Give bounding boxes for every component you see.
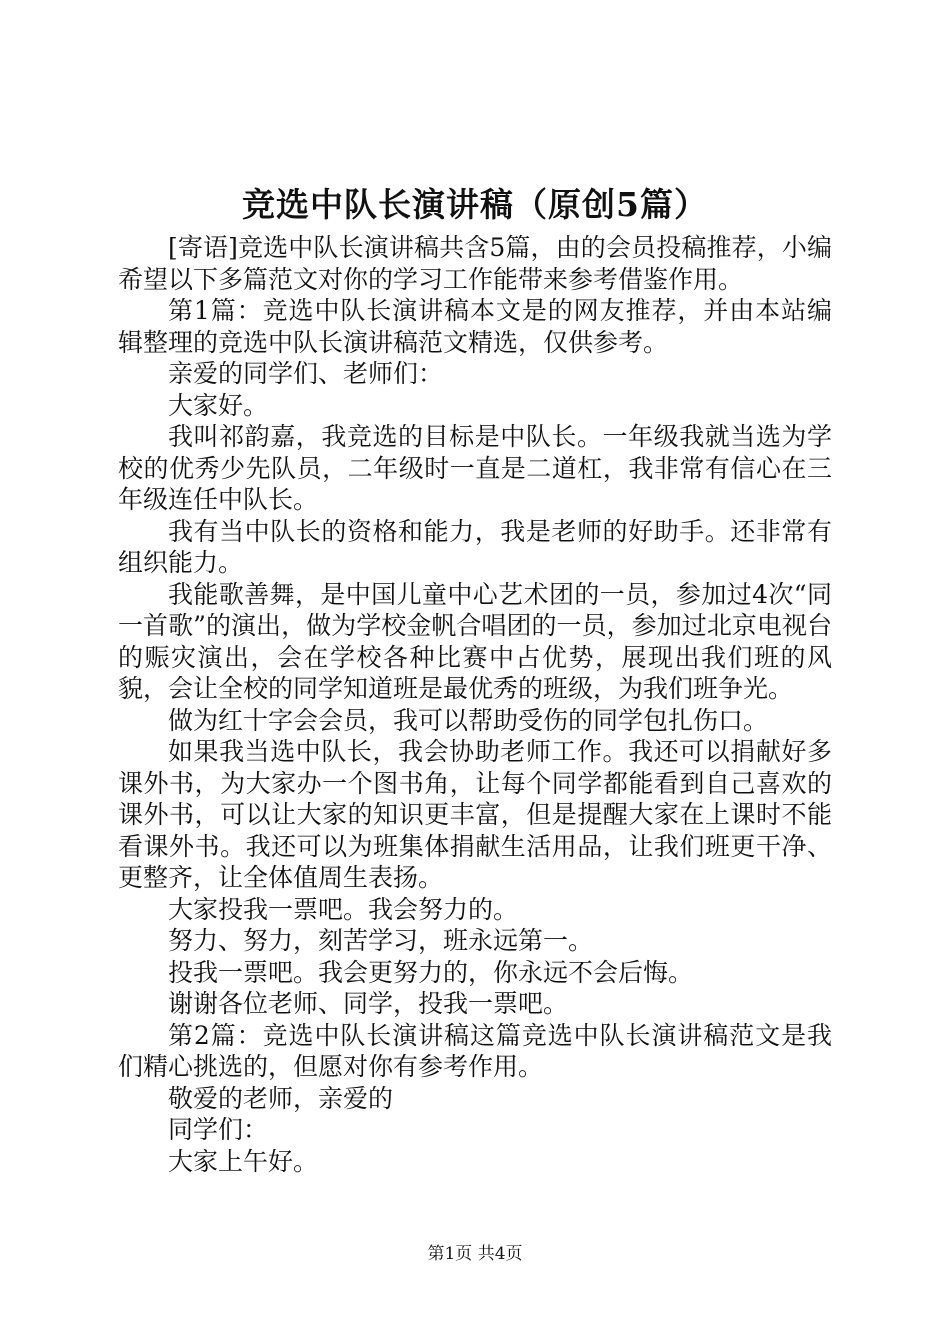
paragraph: 谢谢各位老师、同学，投我一票吧。 bbox=[168, 989, 569, 1018]
paragraph: 努力、努力，刻苦学习，班永远第一。 bbox=[168, 926, 594, 955]
paragraph-hello: 大家好。 bbox=[168, 390, 269, 420]
paragraph-greeting: 亲爱的同学们、老师们： bbox=[168, 359, 444, 388]
paragraph: 我能歌善舞，是中国儿童中心艺术团的一员，参加过4次“同一首歌”的演出，做为学校金帆合唱团的一员，参加过北京电视台的赈灾演出，会在学校各种比赛中占优势，展现出我们班的风貌，会让全校的同学知道班是最优秀的班级，为我们班争光。 bbox=[118, 579, 832, 703]
paragraph: 我叫祁韵嘉，我竞选的目标是中队长。一年级我就当选为学校的优秀少先队员，二年级时一直是二道杠，我非常有信心在三年级连任中队长。 bbox=[118, 422, 832, 514]
page-footer: 第1页 共4页 bbox=[427, 1244, 523, 1264]
paragraph: 敬爱的老师，亲爱的 bbox=[168, 1083, 394, 1113]
document-title: 竞选中队长演讲稿（原创5篇） bbox=[242, 185, 708, 224]
document-body bbox=[118, 232, 832, 1177]
paragraph: 我有当中队长的资格和能力，我是老师的好助手。还非常有组织能力。 bbox=[118, 516, 832, 577]
paragraph-article-1-intro: 第1篇：竞选中队长演讲稿本文是的网友推荐，并由本站编辑整理的竞选中队长演讲稿范文精选，仅供参考。 bbox=[118, 296, 832, 357]
paragraph: 大家投我一票吧。我会努力的。 bbox=[168, 894, 519, 924]
paragraph-preface: [寄语]竞选中队长演讲稿共含5篇，由的会员投稿推荐，小编希望以下多篇范文对你的学习工作能带来参考借鉴作用。 bbox=[118, 233, 832, 294]
paragraph: 做为红十字会会员，我可以帮助受伤的同学包扎伤口。 bbox=[168, 705, 769, 735]
paragraph: 如果我当选中队长，我会协助老师工作。我还可以捐献好多课外书，为大家办一个图书角，让每个同学都能看到自己喜欢的课外书，可以让大家的知识更丰富，但是提醒大家在上课时不能看课外书。我还可以为班集体捐献生活用品，让我们班更干净、更整齐，让全体值周生表扬。 bbox=[118, 737, 832, 892]
paragraph: 同学们： bbox=[168, 1115, 269, 1144]
paragraph-article-2-intro: 第2篇：竞选中队长演讲稿这篇竞选中队长演讲稿范文是我们精心挑选的，但愿对你有参考作用。 bbox=[118, 1020, 832, 1081]
paragraph: 投我一票吧。我会更努力的，你永远不会后悔。 bbox=[168, 957, 694, 987]
paragraph: 大家上午好。 bbox=[168, 1146, 319, 1176]
